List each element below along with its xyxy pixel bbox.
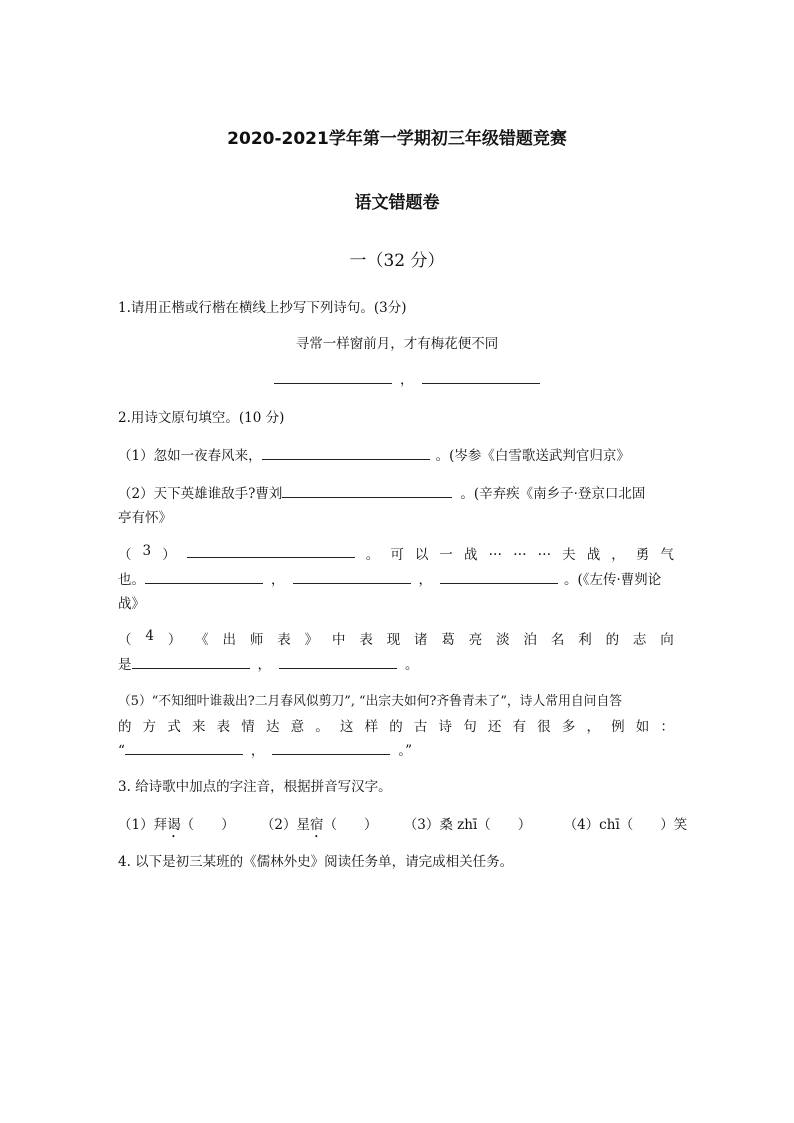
item-text: （2）星 xyxy=(260,817,310,833)
char: 表 xyxy=(216,719,231,735)
q1-prompt: 1.请用正楷或行楷在横线上抄写下列诗句。(3分) xyxy=(118,300,407,316)
q3-prompt: 3. 给诗歌中加点的字注音，根据拼音写汉字。 xyxy=(118,779,392,795)
char: 葛 xyxy=(441,632,455,648)
char: ） xyxy=(162,547,176,563)
answer-blank[interactable] xyxy=(293,569,411,584)
char: 有 xyxy=(512,719,526,735)
char: ） xyxy=(167,632,182,648)
char: 古 xyxy=(413,719,428,735)
char: 例 xyxy=(611,719,625,735)
quote-close: 。” xyxy=(398,743,413,759)
char: 诗 xyxy=(438,719,453,735)
item-text: 是 xyxy=(118,657,132,673)
quote-open: “ xyxy=(118,743,125,759)
answer-blank[interactable] xyxy=(187,543,355,558)
item-source: 。(《左传·曹刿论 xyxy=(564,572,662,588)
section-heading: 一（32 分） xyxy=(349,251,445,271)
char: 中 xyxy=(331,632,346,648)
char: 式 xyxy=(167,719,181,735)
char: 方 xyxy=(142,719,157,735)
q4-prompt: 4. 以下是初三某班的《儒林外史》阅读任务单，请完成相关任务。 xyxy=(118,854,514,870)
answer-blank[interactable] xyxy=(125,740,243,755)
answer-blank[interactable] xyxy=(272,740,390,755)
item-source: 。(岑参《白雪歌送武判官归京》 xyxy=(435,448,630,464)
item-source: 。(辛弃疾《南乡子·登京口北固 xyxy=(460,486,646,502)
answer-blank[interactable] xyxy=(422,369,540,384)
char: ， xyxy=(586,719,600,735)
item-text: （1）忽如一夜春风来， xyxy=(118,448,262,464)
dotted-char: 谒 xyxy=(167,817,181,833)
q2-item-3-cont: 战》 xyxy=(118,596,145,612)
char: 如 xyxy=(635,719,650,735)
q1-poem: 寻常一样窗前月，才有梅花便不同 xyxy=(295,336,499,352)
q2-item-4-line2 xyxy=(118,653,419,673)
answer-blank[interactable] xyxy=(440,569,558,584)
separator: ， xyxy=(257,657,271,673)
q3-item-2 xyxy=(261,817,378,833)
char: 向 xyxy=(660,632,674,648)
char: 以 xyxy=(414,547,429,563)
char: 的 xyxy=(605,632,620,648)
char: 战 xyxy=(586,547,601,563)
dotted-char: 宿 xyxy=(309,817,324,833)
answer-blank[interactable] xyxy=(262,445,430,460)
q2-item-5-line3 xyxy=(118,739,412,759)
char: 战 xyxy=(463,547,478,563)
char: 表 xyxy=(359,632,373,648)
separator: ， xyxy=(400,372,414,388)
char: … xyxy=(537,543,552,559)
separator: ， xyxy=(250,743,265,759)
item-text: （1）拜 xyxy=(118,817,168,833)
char: 夫 xyxy=(562,547,576,563)
char: 淡 xyxy=(496,632,510,648)
q3-item-1 xyxy=(118,817,235,833)
q3-item-4[interactable]: （4）chī（ ）笑 xyxy=(563,817,688,833)
char: 》 xyxy=(304,632,319,648)
char: 多 xyxy=(561,719,576,735)
char: 。 xyxy=(365,547,380,563)
char: 句 xyxy=(463,719,477,735)
q3-item-3[interactable]: （3）桑 zhī（ ） xyxy=(403,817,532,833)
char: 现 xyxy=(386,632,401,648)
char: 泊 xyxy=(523,632,537,648)
char: 师 xyxy=(249,632,264,648)
answer-blank[interactable] xyxy=(274,369,392,384)
char: 这 xyxy=(339,719,354,735)
q2-item-3-line2 xyxy=(118,568,661,588)
item-text: （2）天下英雄谁敌手?曹刘 xyxy=(118,486,283,502)
char: 勇 xyxy=(635,547,650,563)
char: 来 xyxy=(191,719,206,735)
char: 诸 xyxy=(414,632,428,648)
char: 可 xyxy=(390,547,404,563)
separator: ， xyxy=(418,572,432,588)
char: （ xyxy=(118,632,132,648)
answer-blank[interactable] xyxy=(132,654,250,669)
q2-prompt: 2.用诗文原句填空。(10 分) xyxy=(118,410,285,426)
char: 名 xyxy=(550,632,565,648)
char: 利 xyxy=(578,632,592,648)
q2-item-2-cont: 亭有怀》 xyxy=(118,510,172,526)
q2-item-1 xyxy=(118,444,630,464)
char: 样 xyxy=(364,719,379,735)
answer-paren[interactable]: （ ） xyxy=(323,817,378,833)
char: 意 xyxy=(290,719,305,735)
char: 《 xyxy=(195,632,209,648)
char: ： xyxy=(660,719,674,735)
char: 。 xyxy=(315,719,329,735)
exam-title: 2020-2021学年第一学期初三年级错题竞赛 xyxy=(227,129,567,149)
item-end: 。 xyxy=(405,657,419,673)
char: 亮 xyxy=(468,632,483,648)
q2-item-4-line1 xyxy=(118,628,674,648)
char: 很 xyxy=(537,719,551,735)
q2-item-5-line1: （5）“不知细叶谁裁出?二月春风似剪刀”, “出宗夫如何?齐鲁青未了”，诗人常用自问自答 xyxy=(118,694,623,709)
q3-items xyxy=(118,813,688,841)
answer-blank[interactable] xyxy=(282,483,452,498)
paper-subtitle: 语文错题卷 xyxy=(354,193,440,213)
answer-blank[interactable] xyxy=(279,654,397,669)
q2-item-3-line1 xyxy=(118,543,674,563)
char: … xyxy=(513,543,527,559)
char: 气 xyxy=(660,547,674,563)
q1-answer-line xyxy=(274,368,540,388)
char: （ xyxy=(118,547,132,563)
char: 还 xyxy=(487,719,502,735)
q2-item-5-line2 xyxy=(118,715,674,735)
separator: ， xyxy=(271,572,285,588)
answer-paren[interactable]: （ ） xyxy=(180,817,235,833)
char: 出 xyxy=(222,632,237,648)
char: 4 xyxy=(145,628,154,644)
char: 一 xyxy=(439,547,453,563)
char: 达 xyxy=(265,719,280,735)
char: 情 xyxy=(241,719,255,735)
char: 3 xyxy=(142,543,152,559)
item-text: 也。 xyxy=(118,572,145,588)
q2-item-2 xyxy=(118,482,645,502)
answer-blank[interactable] xyxy=(145,569,263,584)
char: … xyxy=(488,543,503,559)
char: 的 xyxy=(389,719,403,735)
char: 志 xyxy=(632,632,647,648)
char: 表 xyxy=(277,632,291,648)
char: ， xyxy=(611,547,625,563)
char: 的 xyxy=(118,719,132,735)
